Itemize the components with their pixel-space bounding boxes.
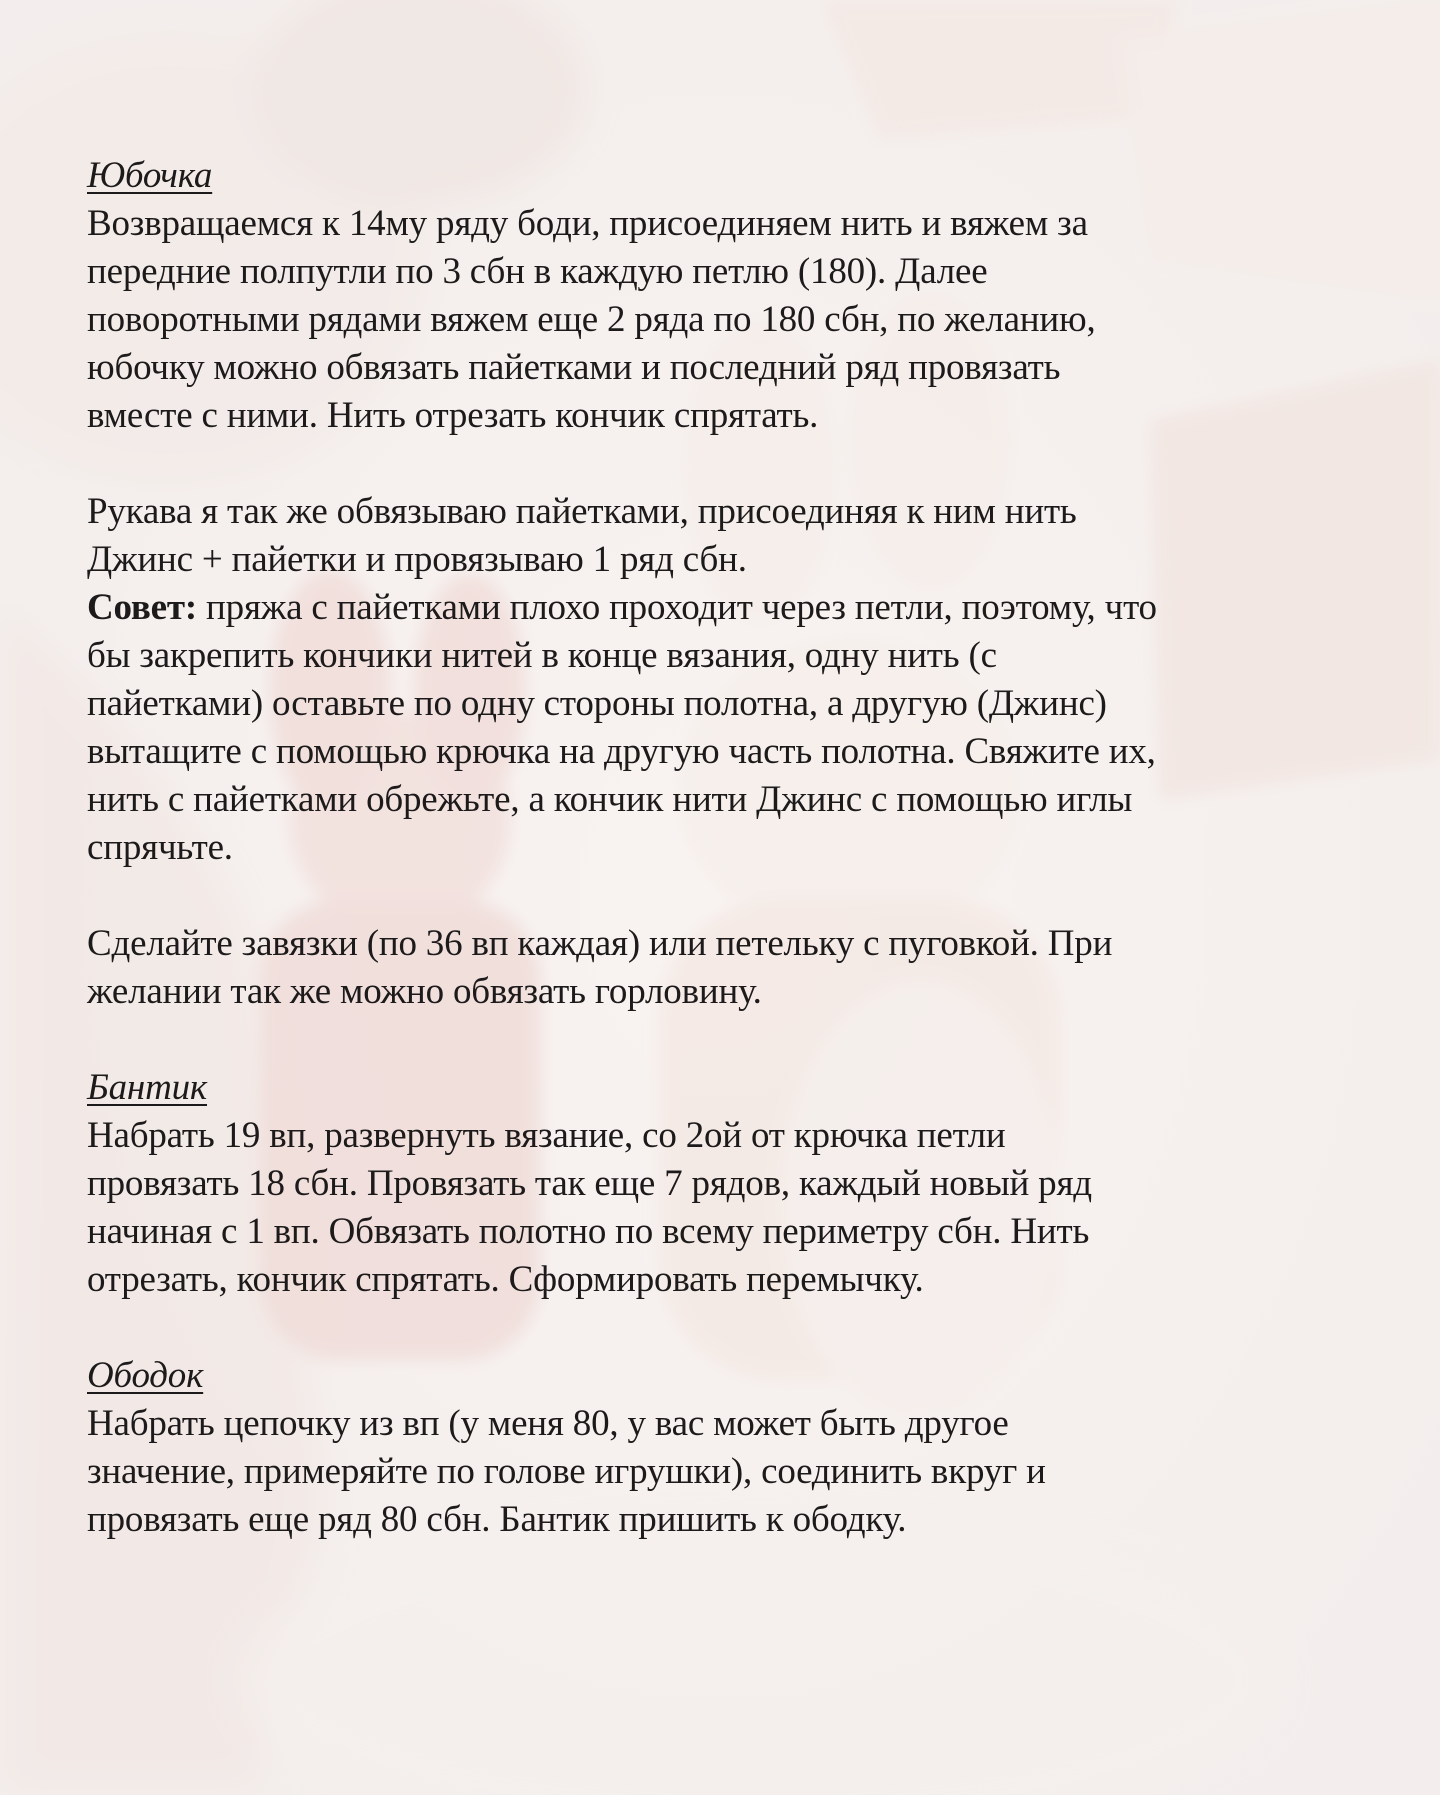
text-line: бы закрепить кончики нитей в конце вязания, одну нить (с	[87, 635, 997, 676]
text-line: поворотными рядами вяжем еще 2 ряда по 180 сбн, по желанию,	[87, 299, 1096, 340]
tip-text: пряжа с пайетками плохо проходит через петли, поэтому, что	[197, 587, 1157, 628]
tip-line	[87, 584, 1367, 632]
paragraph-gap	[87, 1016, 1367, 1064]
paragraph-gap	[87, 872, 1367, 920]
text-line: вместе с ними. Нить отрезать кончик спрятать.	[87, 395, 819, 436]
text-line: нить с пайетками обрежьте, а кончик нити Джинс с помощью иглы	[87, 779, 1133, 820]
text-line: Возвращаемся к 14му ряду боди, присоединяем нить и вяжем за	[87, 203, 1088, 244]
section-heading-bow: Бантик	[87, 1067, 208, 1108]
tip-label: Совет:	[87, 587, 197, 628]
text-line: передние полпутли по 3 сбн в каждую петлю (180). Далее	[87, 251, 988, 292]
section-heading-headband: Ободок	[87, 1355, 204, 1396]
text-line: отрезать, кончик спрятать. Сформировать перемычку.	[87, 1259, 924, 1300]
text-line: спрячьте.	[87, 827, 233, 868]
text-line: Рукава я так же обвязываю пайетками, присоединяя к ним нить	[87, 491, 1077, 532]
text-line: Сделайте завязки (по 36 вп каждая) или петельку с пуговкой. При	[87, 923, 1113, 964]
text-line: желании так же можно обвязать горловину.	[87, 971, 762, 1012]
text-line: Набрать 19 вп, развернуть вязание, со 2ой от крючка петли	[87, 1115, 1006, 1156]
pattern-text	[87, 152, 1367, 1544]
text-line: значение, примеряйте по голове игрушки), соединить вкруг и	[87, 1451, 1046, 1492]
text-line: вытащите с помощью крючка на другую часть полотна. Свяжите их,	[87, 731, 1156, 772]
text-line: Джинс + пайетки и провязываю 1 ряд сбн.	[87, 539, 747, 580]
paragraph-gap	[87, 1304, 1367, 1352]
text-line: юбочку можно обвязать пайетками и последний ряд провязать	[87, 347, 1061, 388]
section-heading-skirt: Юбочка	[87, 155, 213, 196]
text-line: провязать 18 сбн. Провязать так еще 7 рядов, каждый новый ряд	[87, 1163, 1092, 1204]
text-line: Набрать цепочку из вп (у меня 80, у вас может быть другое	[87, 1403, 1009, 1444]
paragraph-gap	[87, 440, 1367, 488]
text-line: пайетками) оставьте по одну стороны полотна, а другую (Джинс)	[87, 683, 1107, 724]
text-line: провязать еще ряд 80 сбн. Бантик пришить к ободку.	[87, 1499, 907, 1540]
text-line: начиная с 1 вп. Обвязать полотно по всему периметру сбн. Нить	[87, 1211, 1090, 1252]
